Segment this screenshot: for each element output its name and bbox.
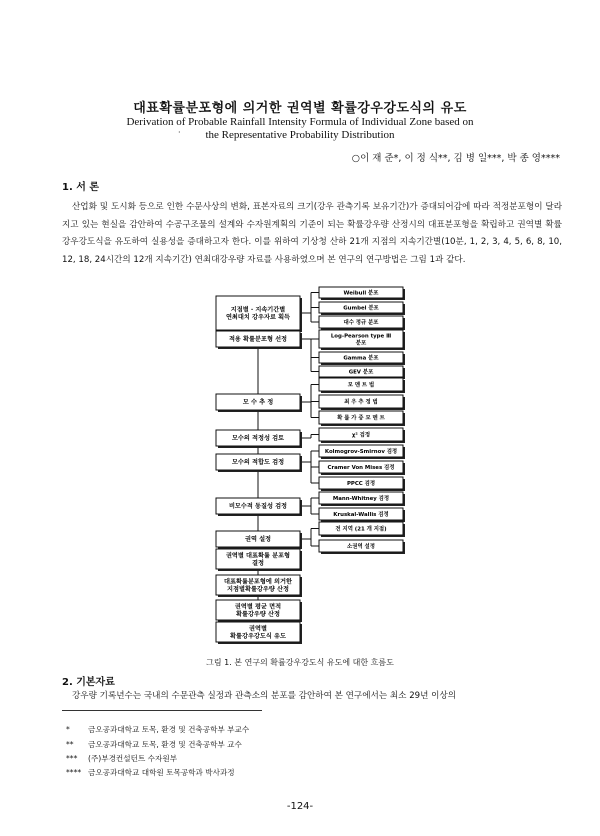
flowchart-box-text: GEV 분포 — [348, 369, 374, 376]
flowchart-step-l11 — [216, 622, 302, 644]
introduction-paragraph: 산업화 및 도시화 등으로 인한 수문사상의 변화, 표본자료의 크기(강우 관측기록 보유기간)가 증대되어감에 따라 적정분포형이 달라지고 있는 현실을 감안하여 수공구조물의 설계와 수자원계획의 기준이 되는 확률강우량 산정시의 대표분포형을 확립하고 권역별 확률강우강도식을 유도하여 실용성을 증대하고자 한다. 이를 위하여 기상청 산하 21개 지점의 지속기간별(10분, 1, 2, 3, 4, 5, 6, 8, 10, 12, 18, 24시간의 12개 지속기간) 연최대강우량 자료를 사용하였으며 본 연구의 연구방법은 그림 1과 같다. — [62, 202, 562, 265]
stray-mark: · — [178, 128, 181, 137]
flowchart-method-r2 — [319, 302, 405, 315]
flowchart-method-r7 — [319, 378, 405, 393]
basic-data-paragraph: 강우량 기록년수는 국내의 수문관측 실정과 관측소의 분포를 감안하여 본 연구에서는 최소 29년 이상의 — [72, 691, 457, 701]
flowchart-method-r15 — [319, 508, 405, 522]
flowchart-box-text: 전 지역 (21 개 지점) — [335, 526, 387, 533]
flowchart-step-l7 — [216, 531, 302, 549]
flowchart-method-r1 — [319, 287, 405, 300]
flowchart-box-text: 권역별 대표확률 분포형 — [225, 552, 291, 560]
flowchart-step-l9 — [216, 575, 302, 597]
flowchart-step-l2 — [216, 331, 302, 349]
section-heading-basic-data: 2. 기본자료 — [62, 677, 115, 688]
flowchart-box-text: 결정 — [252, 560, 264, 568]
footnote-2: ** 금오공과대학교 토목, 환경 및 건축공학부 교수 — [66, 740, 242, 749]
flowchart-step-l1 — [216, 296, 302, 332]
flowchart-box-text: 확률강우강도식 유도 — [230, 633, 286, 641]
footnote-3: *** (주)부경컨설턴트 수자원부 — [66, 754, 178, 763]
flowchart-box-text: Cramer Von Mises 검정 — [327, 464, 395, 471]
paper-title-english-line2: the Representative Probability Distribution — [205, 129, 395, 141]
flowchart-box-text: 대수 정규 분포 — [343, 319, 379, 326]
flowchart-method-r3 — [319, 316, 405, 330]
flowchart-box-text: 분포 — [355, 340, 367, 347]
flowchart-box-text: χ² 검정 — [351, 432, 371, 439]
flowchart-box-text: 지점별 · 지속기간별 — [230, 306, 286, 314]
flowchart-box-text: 대표확률분포형에 의거한 — [224, 578, 292, 586]
flowchart-box-text: 확률강우량 산정 — [236, 611, 280, 619]
flowchart-method-r16 — [319, 522, 405, 537]
section-heading-introduction: 1. 서 론 — [62, 182, 100, 193]
flowchart-box-text: 지점별확률강우량 산정 — [227, 586, 289, 594]
page-number: -124- — [286, 801, 314, 812]
paper-title-korean: 대표확률분포형에 의거한 권역별 확률강우강도식의 유도 — [133, 101, 467, 116]
flowchart-box-text: 모수의 적합도 검정 — [231, 459, 285, 467]
flowchart-box-text: 확 률 가 중 모 멘 트 — [337, 415, 385, 422]
flowchart-method-r9 — [319, 411, 405, 426]
flowchart-step-l3 — [216, 394, 302, 412]
footnote-1: * 금오공과대학교 토목, 환경 및 건축공학부 부교수 — [66, 725, 250, 734]
flowchart-box-text: 모 수 추 정 — [242, 399, 274, 407]
flowchart-box-text: 연최대치 강우자료 획득 — [225, 314, 291, 322]
flowchart-box-text: Mann-Whitney 검정 — [332, 495, 390, 502]
flowchart-method-r14 — [319, 492, 405, 506]
flowchart-box-text: 소권역 설정 — [347, 543, 375, 550]
flowchart-box-text: 권역 설정 — [244, 536, 272, 544]
flowchart-method-r13 — [319, 477, 405, 491]
flowchart-box-text: Log-Pearson type Ⅲ — [330, 333, 392, 340]
flowchart-step-l5 — [216, 454, 302, 472]
flowchart-box-text: PPCC 검정 — [346, 480, 376, 487]
figure-caption: 그림 1. 본 연구의 확률강우강도식 유도에 대한 흐름도 — [206, 658, 394, 667]
author-list: ○이 재 준*, 이 정 식**, 김 병 일***, 박 종 영**** — [351, 153, 560, 164]
flowchart-method-r17 — [319, 540, 405, 554]
footnote-4: **** 금오공과대학교 대학원 토목공학과 박사과정 — [66, 768, 235, 777]
flowchart-box-text: 적용 확률분포형 선정 — [228, 336, 288, 344]
footnote-rule — [62, 710, 262, 711]
flowchart-step-l8 — [216, 549, 302, 571]
flowchart-step-l10 — [216, 600, 302, 622]
flowchart-box-text: 최 우 추 정 법 — [344, 399, 378, 406]
flowchart-method-r5 — [319, 352, 405, 365]
flowchart-method-r8 — [319, 395, 405, 410]
flowchart-box-text: 모 멘 트 법 — [347, 382, 375, 389]
flowchart-box-text: Weibull 분포 — [343, 290, 379, 297]
flowchart-box-text: 권역별 평균 면적 — [234, 603, 282, 611]
flowchart-box-text: Gamma 분포 — [343, 355, 379, 362]
flowchart-box-text: Kruskal-Wallis 검정 — [333, 511, 389, 518]
flowchart-box-text: 권역별 — [249, 625, 267, 633]
flowchart-box-text: Kolmogrov-Smirnov 검정 — [324, 448, 398, 455]
flowchart-method-r4 — [319, 330, 405, 350]
flowchart-box-text: 비모수적 동질성 검정 — [228, 503, 288, 511]
paper-title-english-line1: Derivation of Probable Rainfall Intensity Formula of Individual Zone based on — [126, 116, 474, 128]
flowchart-method-r11 — [319, 445, 405, 459]
flowchart-step-l4 — [216, 430, 302, 448]
flowchart-box-text: Gumbel 분포 — [343, 305, 379, 312]
flowchart-method-r6 — [319, 366, 405, 379]
flowchart-method-r10 — [319, 428, 405, 443]
flowchart-box-text: 모수의 적정성 검토 — [231, 435, 285, 443]
flowchart-method-r12 — [319, 461, 405, 475]
flowchart-step-l6 — [216, 498, 302, 516]
